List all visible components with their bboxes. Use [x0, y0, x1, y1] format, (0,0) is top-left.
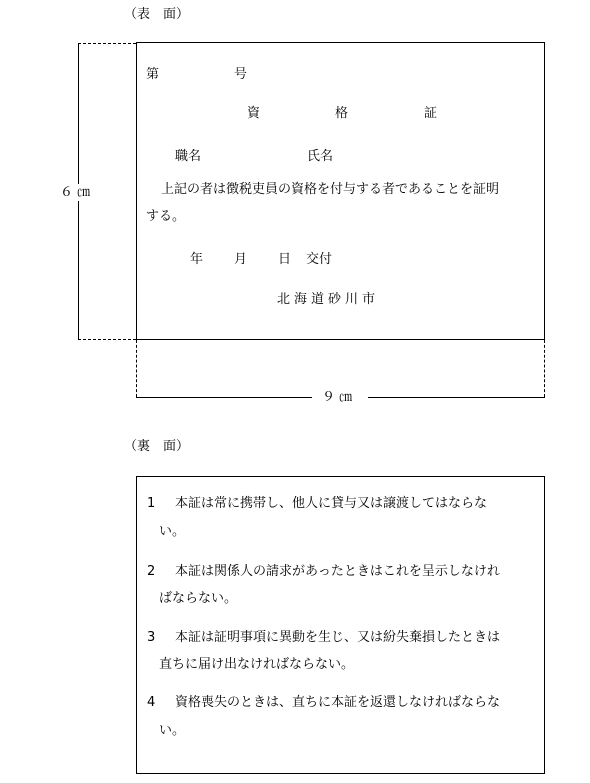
statement-line-1: 上記の者は徴税吏員の資格を付与する者であることを証明 — [161, 182, 500, 197]
dimension-guide-right — [544, 340, 545, 397]
rule-line-2: ばならない。 — [159, 591, 238, 606]
certificate-title-char-3: 証 — [424, 106, 438, 121]
statement-line-2: する。 — [146, 209, 186, 224]
rule-line-2: い。 — [159, 524, 186, 539]
issuer-name: 北海道砂川市 — [277, 292, 380, 307]
back-section-label: （裏 面） — [124, 439, 190, 454]
position-label: 職名 — [175, 149, 202, 164]
height-dimension-label: ６ ㎝ — [60, 185, 91, 200]
rule-number: 1 — [147, 496, 156, 511]
rule-number: 2 — [147, 564, 156, 579]
name-label: 氏名 — [307, 149, 334, 164]
dimension-guide-left — [136, 340, 137, 397]
issue-date-year: 年 — [190, 252, 204, 267]
certificate-number-prefix: 第 — [146, 67, 160, 82]
rule-line-1: 本証は関係人の請求があったときはこれを呈示しなけれ — [175, 564, 500, 579]
rule-number: 4 — [147, 695, 156, 710]
width-dimension-line-left — [136, 397, 312, 398]
issue-date-issued: 交付 — [306, 252, 333, 267]
rule-line-1: 本証は証明事項に異動を生じ、又は紛失棄損したときは — [175, 630, 501, 645]
certificate-title-char-2: 格 — [335, 106, 349, 121]
issue-date-month: 月 — [234, 252, 248, 267]
certificate-number-suffix: 号 — [234, 67, 248, 82]
rule-line-2: 直ちに届け出なければならない。 — [159, 657, 355, 672]
back-card — [136, 476, 545, 774]
certificate-title-char-1: 資 — [247, 106, 261, 121]
rule-number: 3 — [147, 630, 156, 645]
width-dimension-label: ９ ㎝ — [322, 390, 353, 405]
issue-date-day: 日 — [278, 252, 292, 267]
rule-line-1: 資格喪失のときは、直ちに本証を返還しなければならな — [175, 695, 501, 710]
dimension-guide-top — [78, 43, 136, 44]
front-section-label: （表 面） — [124, 7, 190, 22]
rule-line-2: い。 — [159, 723, 186, 738]
dimension-guide-bottom — [78, 339, 136, 340]
front-card — [136, 42, 545, 340]
rule-line-1: 本証は常に携帯し、他人に貸与又は譲渡してはならな — [175, 496, 488, 511]
width-dimension-line-right — [368, 397, 545, 398]
